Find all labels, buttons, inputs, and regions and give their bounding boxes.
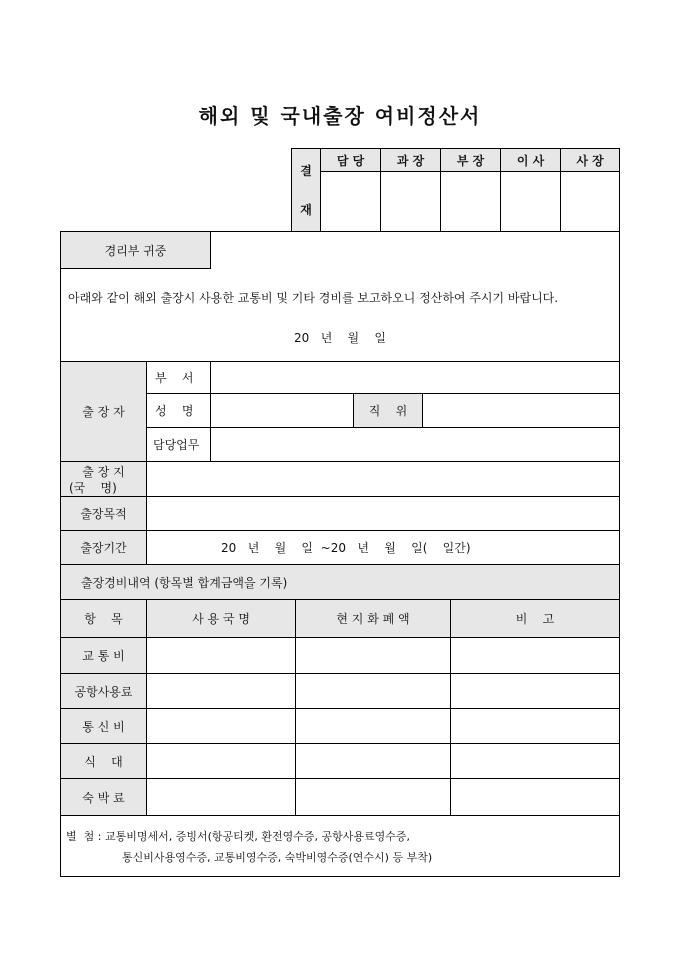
approval-sign-2[interactable] [440, 171, 501, 232]
expense-header-note: 비 고 [450, 599, 620, 638]
approval-label [291, 148, 321, 232]
position-label: 직 위 [353, 393, 423, 428]
expense-row-2-amount[interactable] [295, 708, 451, 744]
attachment-line1: 별 첨 : 교통비명세서, 증빙서(항공티켓, 환전영수증, 공항사용료영수증, [66, 830, 410, 843]
expense-row-2-country[interactable] [146, 708, 296, 744]
expense-row-1-country[interactable] [146, 673, 296, 709]
approval-label-top: 결 [300, 164, 312, 178]
expense-row-label-1: 공항사용료 [60, 673, 147, 709]
traveler-label: 출 장 자 [60, 361, 147, 462]
duty-label: 담당업무 [146, 427, 211, 462]
purpose-field[interactable] [146, 496, 620, 531]
expense-note: 출장경비내역 (항목별 합계금액을 기록) [60, 564, 620, 600]
destination-label-line1: 출 장 지 [82, 465, 125, 479]
dept-label: 부 서 [146, 361, 211, 394]
expense-row-label-0: 교 통 비 [60, 637, 147, 674]
approval-role-0: 담 당 [320, 148, 381, 172]
period-label: 출장기간 [60, 530, 147, 565]
destination-label-line2: (국 명) [69, 481, 117, 495]
date-line: 20 년 월 일 [293, 331, 386, 345]
attachment-line2: 통신비사용영수증, 교통비영수증, 숙박비영수증(연수시) 등 부착) [122, 851, 433, 864]
duty-field[interactable] [210, 427, 620, 462]
approval-role-3: 이 사 [500, 148, 561, 172]
expense-row-2-note[interactable] [450, 708, 620, 744]
expense-row-4-amount[interactable] [295, 778, 451, 816]
approval-sign-1[interactable] [380, 171, 441, 232]
approval-sign-4[interactable] [560, 171, 620, 232]
expense-row-0-country[interactable] [146, 637, 296, 674]
approval-sign-3[interactable] [500, 171, 561, 232]
purpose-label: 출장목적 [60, 496, 147, 531]
approval-role-1: 과 장 [380, 148, 441, 172]
position-field[interactable] [422, 393, 620, 428]
page-title: 해외 및 국내출장 여비정산서 [198, 104, 482, 128]
expense-row-4-country[interactable] [146, 778, 296, 816]
expense-row-1-note[interactable] [450, 673, 620, 709]
expense-row-1-amount[interactable] [295, 673, 451, 709]
destination-label [60, 461, 147, 497]
statement-text: 아래와 같이 해외 출장시 사용한 교통비 및 기타 경비를 보고하오니 정산하여 주시기 바랍니다. [68, 291, 559, 305]
expense-row-3-country[interactable] [146, 743, 296, 779]
expense-header-country: 사 용 국 명 [146, 599, 296, 638]
period-field[interactable]: 20 년 월 일 ~20 년 월 일( 일간) [146, 530, 620, 565]
expense-row-3-amount[interactable] [295, 743, 451, 779]
expense-row-label-4: 숙 박 료 [60, 778, 147, 816]
expense-row-3-note[interactable] [450, 743, 620, 779]
name-field[interactable] [210, 393, 354, 428]
approval-label-bottom: 재 [300, 203, 312, 217]
expense-row-0-amount[interactable] [295, 637, 451, 674]
approval-sign-0[interactable] [320, 171, 381, 232]
expense-row-0-note[interactable] [450, 637, 620, 674]
recipient-label: 경리부 귀중 [60, 231, 211, 269]
dept-field[interactable] [210, 361, 620, 394]
expense-header-amount: 현 지 화 폐 액 [295, 599, 451, 638]
expense-header-item: 항 목 [60, 599, 147, 638]
expense-row-4-note[interactable] [450, 778, 620, 816]
approval-role-4: 사 장 [560, 148, 620, 172]
destination-field[interactable] [146, 461, 620, 497]
name-label: 성 명 [146, 393, 211, 428]
approval-role-2: 부 장 [440, 148, 501, 172]
expense-row-label-3: 식 대 [60, 743, 147, 779]
expense-row-label-2: 통 신 비 [60, 708, 147, 744]
